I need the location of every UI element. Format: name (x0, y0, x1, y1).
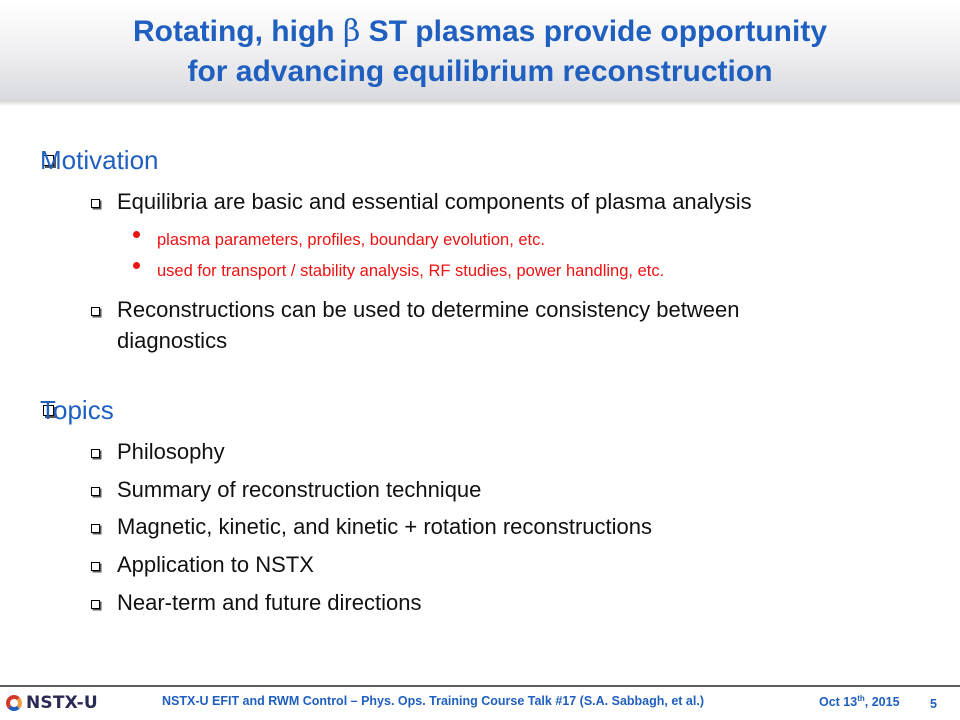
motivation-heading: Motivation (40, 145, 159, 175)
page-number: 5 (930, 697, 937, 711)
checkbox-bullet-icon (91, 449, 100, 458)
checkbox-bullet-icon (91, 199, 100, 208)
bullet-dot-icon (133, 231, 140, 238)
beta-symbol: β (342, 14, 361, 49)
logo-ring-icon (6, 695, 22, 711)
checkbox-bullet-icon (91, 562, 100, 571)
topics-item: Philosophy (117, 439, 225, 464)
topics-item: Application to NSTX (117, 552, 314, 577)
nstx-u-logo (6, 691, 106, 715)
slide-title-line1: Rotating, high β ST plasmas provide opportunity (132, 14, 828, 49)
topics-item: Summary of reconstruction technique (117, 477, 482, 502)
motivation-item-1: Equilibria are basic and essential components of plasma analysis (117, 189, 752, 214)
footer-authors: (S.A. Sabbagh, et al.) (576, 694, 704, 708)
motivation-subitem-1: plasma parameters, profiles, boundary evolution, etc. (157, 231, 545, 249)
footer-course-title (162, 694, 704, 708)
footer-divider (0, 685, 960, 687)
topics-item: Magnetic, kinetic, and kinetic + rotation reconstructions (117, 514, 652, 539)
slide-title-line2: for advancing equilibrium reconstruction (187, 55, 773, 88)
title-shadow (0, 100, 960, 106)
footer-course-name: NSTX-U EFIT and RWM Control – Phys. Ops. Training Course Talk #17 (162, 694, 577, 708)
footer-date: Oct 13th, 2015 (819, 694, 900, 710)
checkbox-bullet-icon (91, 600, 100, 609)
logo-text: NSTX-U (26, 693, 98, 713)
motivation-item-2-line-1: Reconstructions can be used to determine consistency between (117, 297, 740, 322)
slide-title (0, 12, 960, 92)
topics-item: Near-term and future directions (117, 590, 422, 615)
checkbox-bullet-icon (91, 524, 100, 533)
checkbox-bullet-icon (91, 487, 100, 496)
checkbox-bullet-icon (91, 307, 100, 316)
motivation-item-2-line-2: diagnostics (117, 328, 228, 353)
bullet-dot-icon (133, 262, 140, 269)
topics-heading: Topics (40, 395, 114, 425)
motivation-subitem-2: used for transport / stability analysis, RF studies, power handling, etc. (157, 262, 665, 280)
